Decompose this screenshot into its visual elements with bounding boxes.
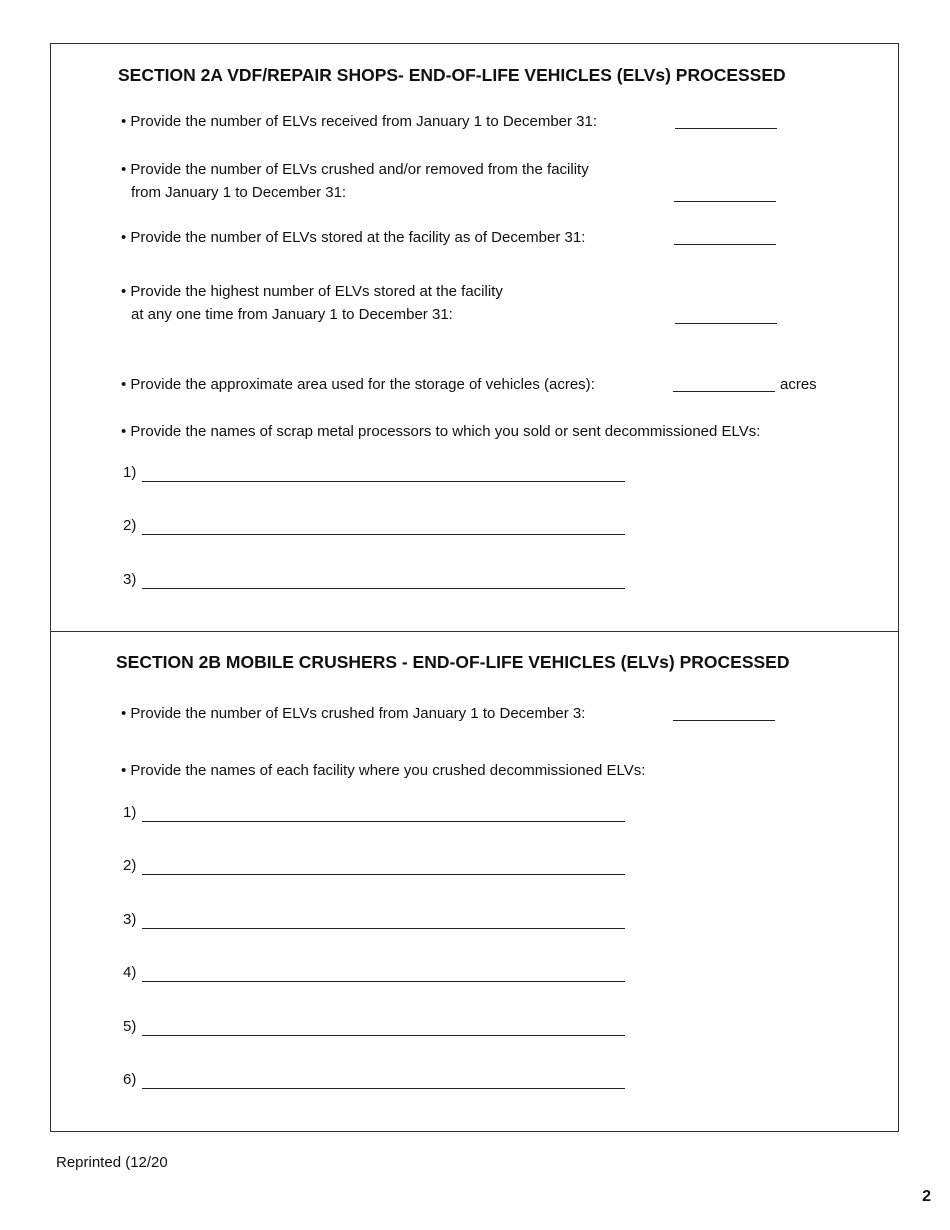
line-number: 4) [123,964,137,981]
section-2a-q4-line2: at any one time from January 1 to December 31: [131,306,453,323]
line-number: 6) [123,1071,137,1088]
section-2a-q5-label: • Provide the approximate area used for the storage of vehicles (acres): [121,376,595,393]
line-number: 1) [123,804,137,821]
facility-name-field-3[interactable] [142,928,625,929]
section-2a-q4-line1: • Provide the highest number of ELVs stored at the facility [121,283,503,300]
section-2b-q1-label: • Provide the number of ELVs crushed from January 1 to December 3: [121,705,586,722]
section-2b-title: SECTION 2B MOBILE CRUSHERS - END-OF-LIFE VEHICLES (ELVs) PROCESSED [116,652,790,672]
section-2a-q6-label: • Provide the names of scrap metal processors to which you sold or sent decommissioned ELVs: [121,423,761,440]
facility-line-6[interactable] [123,1071,141,1089]
facility-name-field-1[interactable] [142,821,625,822]
scrap-processor-name-field-1[interactable] [142,481,625,482]
scrap-processor-name-field-2[interactable] [142,534,625,535]
elvs-highest-stored-field[interactable] [675,323,777,324]
scrap-processor-line-3[interactable] [123,571,141,589]
facility-line-4[interactable] [123,964,141,982]
facility-line-1[interactable] [123,804,141,822]
section-2a-q4-label [121,280,503,326]
elvs-crushed-removed-field[interactable] [674,201,776,202]
elvs-stored-field[interactable] [674,244,776,245]
facility-name-field-4[interactable] [142,981,625,982]
line-number: 5) [123,1018,137,1035]
section-2a-q1-label: • Provide the number of ELVs received from January 1 to December 31: [121,113,598,130]
facility-line-5[interactable] [123,1018,141,1036]
facility-line-3[interactable] [123,911,141,929]
section-2a-q2-line2: from January 1 to December 31: [131,184,347,201]
acres-unit-label: acres [780,376,817,393]
facility-name-field-5[interactable] [142,1035,625,1036]
section-2a-q3-label: • Provide the number of ELVs stored at the facility as of December 31: [121,229,586,246]
storage-area-field[interactable] [673,391,775,392]
section-2a-q2-label [121,158,589,204]
form-frame [50,43,899,1132]
elvs-crushed-field[interactable] [673,720,775,721]
elvs-received-field[interactable] [675,128,777,129]
section-2a-title: SECTION 2A VDF/REPAIR SHOPS- END-OF-LIFE VEHICLES (ELVs) PROCESSED [118,65,786,85]
reprinted-note: Reprinted (12/20 [56,1154,168,1171]
scrap-processor-line-2[interactable] [123,517,141,535]
line-number: 2) [123,857,137,874]
line-number: 3) [123,571,137,588]
section-2a-q2-line1: • Provide the number of ELVs crushed and/or removed from the facility [121,161,589,178]
line-number: 1) [123,464,137,481]
page-number: 2 [922,1188,931,1205]
facility-name-field-6[interactable] [142,1088,625,1089]
line-number: 2) [123,517,137,534]
section-2b-q2-label: • Provide the names of each facility where you crushed decommissioned ELVs: [121,762,646,779]
facility-name-field-2[interactable] [142,874,625,875]
facility-line-2[interactable] [123,857,141,875]
line-number: 3) [123,911,137,928]
scrap-processor-name-field-3[interactable] [142,588,625,589]
section-divider [51,631,898,632]
scrap-processor-line-1[interactable] [123,464,141,482]
